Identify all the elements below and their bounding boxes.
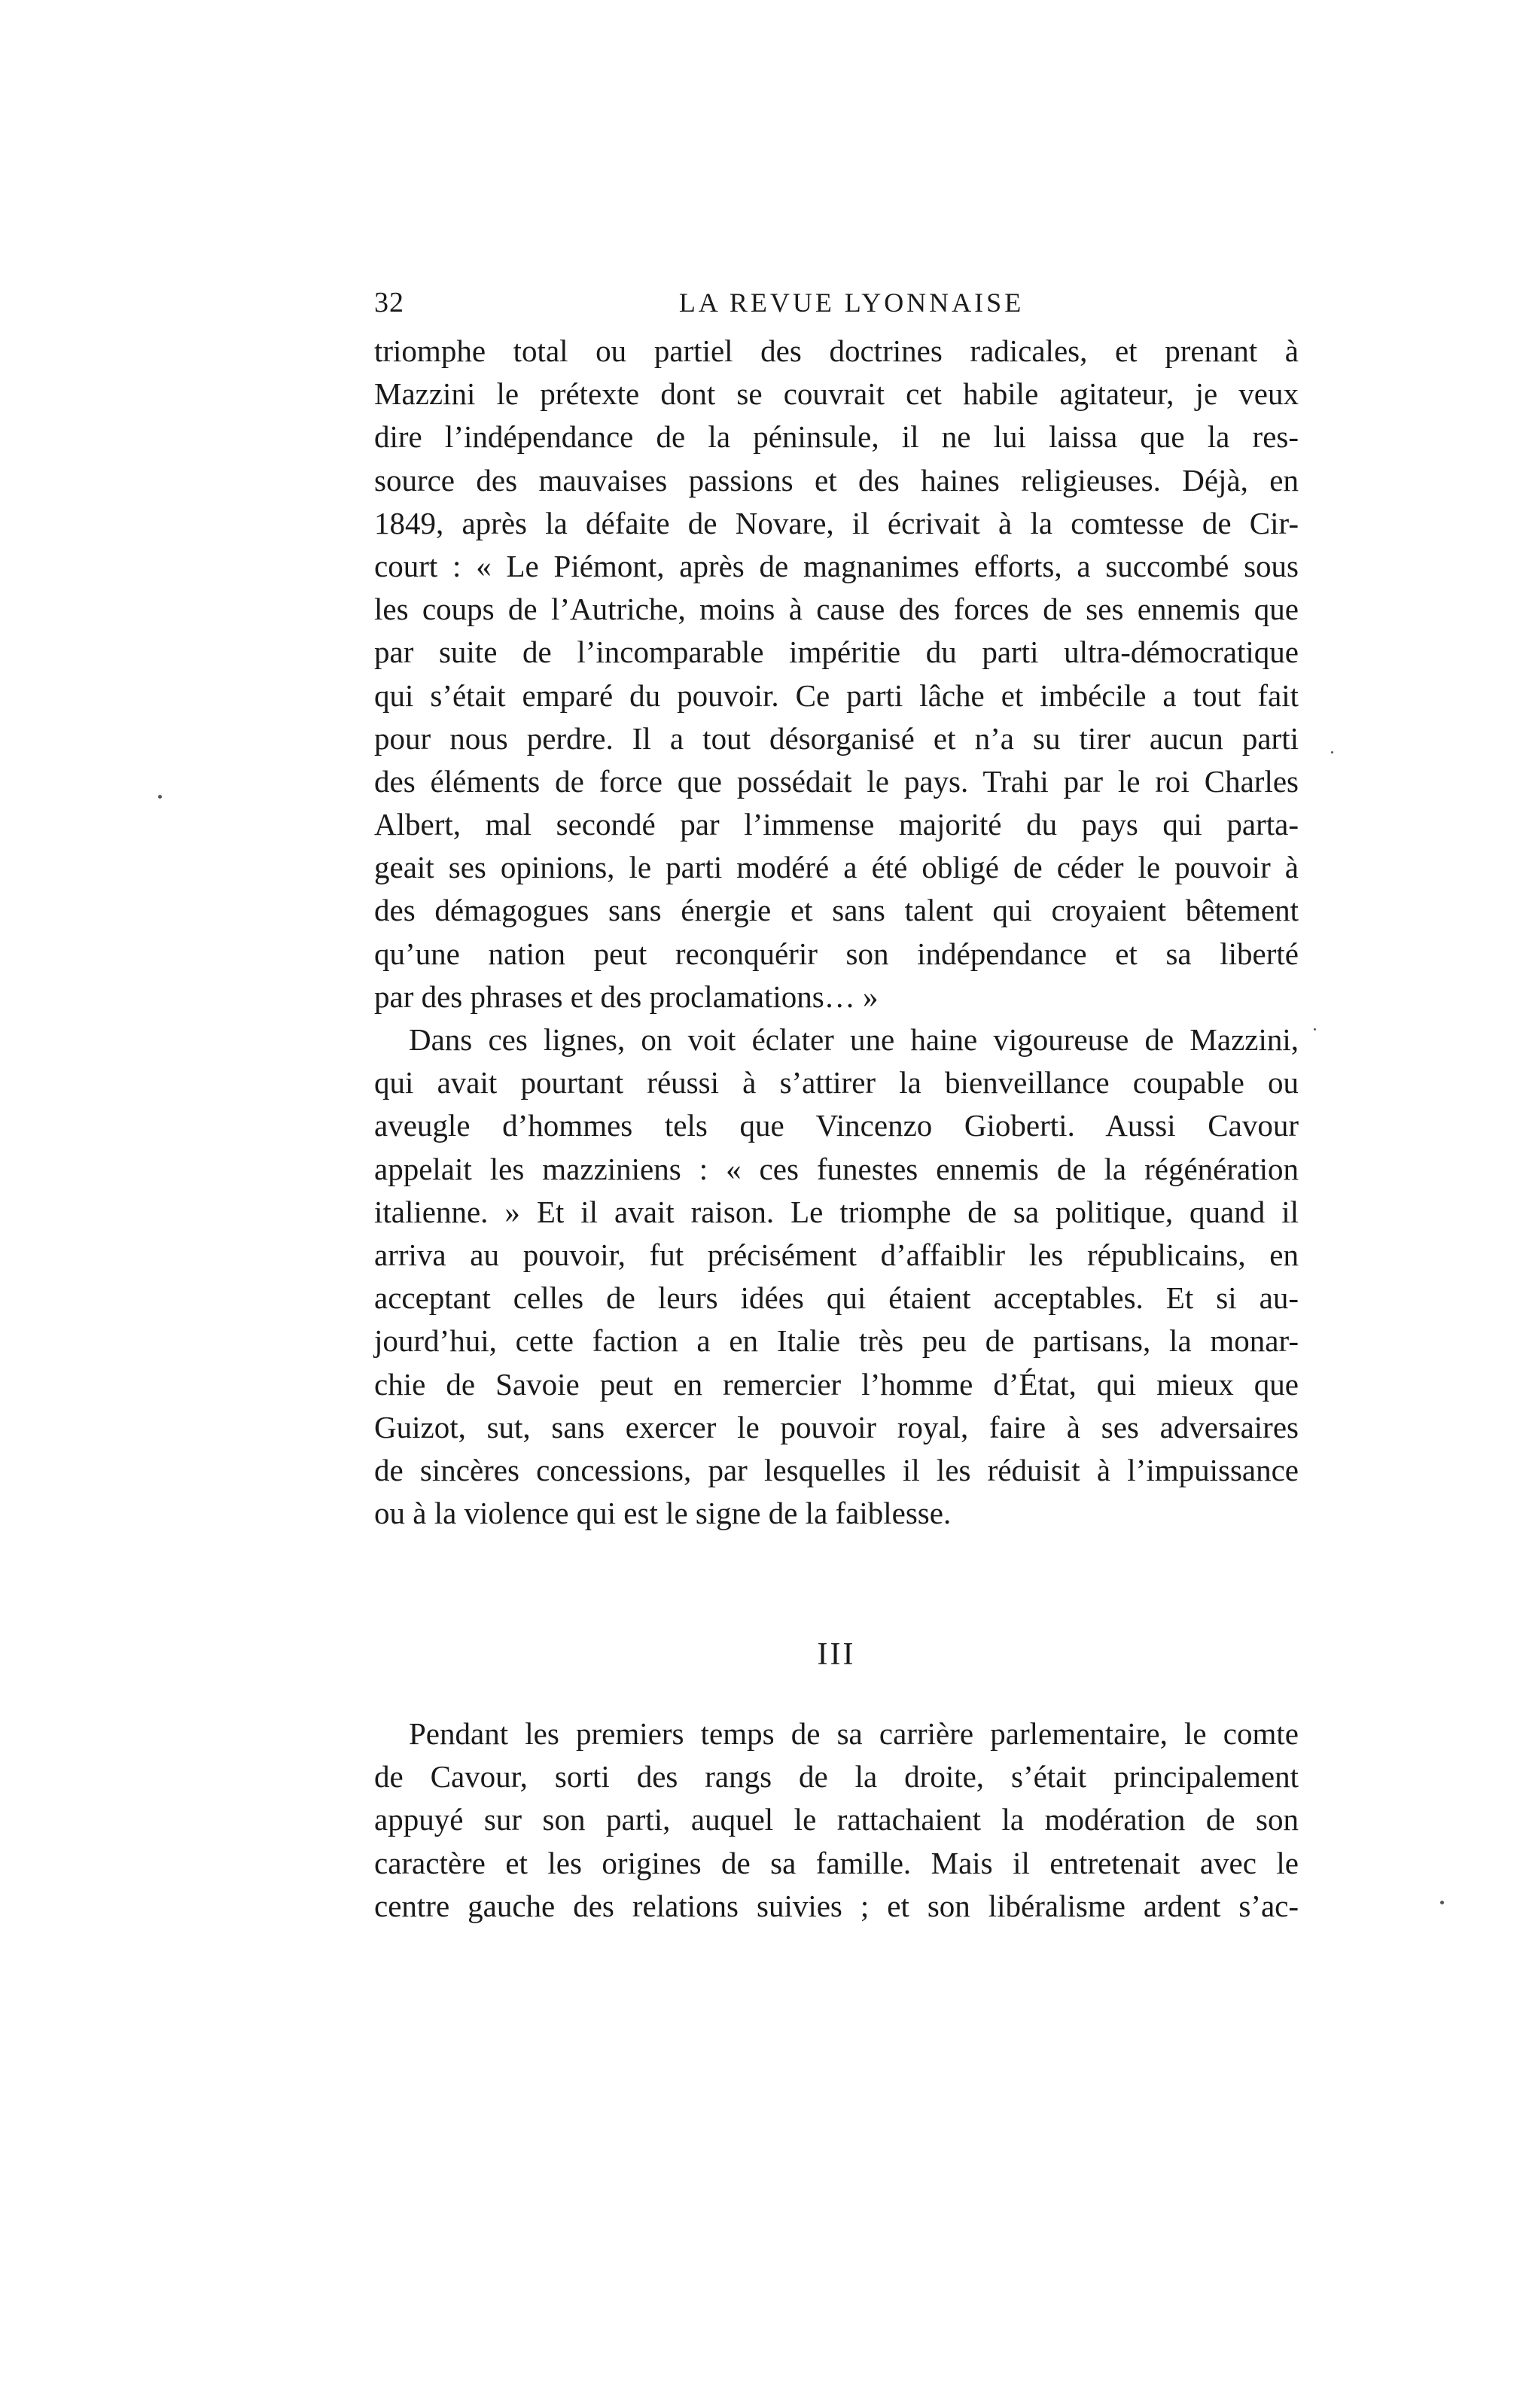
text-line: qui s’était emparé du pouvoir. Ce parti lâche et imbécile a tout fait (374, 677, 1299, 713)
text-line: par suite de l’incomparable impéritie du parti ultra-démocratique (374, 635, 1299, 670)
text-line: chie de Savoie peut en remercier l’homme d’État, qui mieux que (374, 1366, 1299, 1402)
text-line: arriva au pouvoir, fut précisément d’affaiblir les républicains, en (374, 1237, 1299, 1272)
text-line: ou à la violence qui est le signe de la faiblesse. (374, 1496, 952, 1531)
text-line: qu’une nation peut reconquérir son indépendance et sa liberté (374, 936, 1299, 971)
text-line: qui avait pourtant réussi à s’attirer la bienveillance coupable ou (374, 1065, 1299, 1100)
text-line: italienne. » Et il avait raison. Le triomphe de sa politique, quand il (374, 1194, 1299, 1229)
text-line: triomphe total ou partiel des doctrines radicales, et prenant à (374, 333, 1299, 368)
page-number: 32 (374, 287, 404, 318)
section-heading: III (817, 1637, 856, 1672)
text-line: Pendant les premiers temps de sa carrière parlementaire, le comte (409, 1716, 1299, 1751)
text-line: Guizot, sut, sans exercer le pouvoir royal, faire à ses adversaires (374, 1409, 1299, 1444)
text-line: pour nous perdre. Il a tout désorganisé et n’a su tirer aucun parti (374, 720, 1299, 756)
text-line: 1849, après la défaite de Novare, il écrivait à la comtesse de Cir- (374, 505, 1299, 540)
text-line: court : « Le Piémont, après de magnanimes efforts, a succombé sous (374, 548, 1299, 583)
text-line: centre gauche des relations suivies ; et son libéralisme ardent s’ac- (374, 1888, 1299, 1923)
paper-speck (1331, 751, 1333, 753)
page-header (374, 280, 1299, 325)
paragraph (374, 1712, 1299, 1928)
text-line: de Cavour, sorti des rangs de la droite, s’était principalement (374, 1759, 1299, 1795)
text-line: geait ses opinions, le parti modéré a été obligé de céder le pouvoir à (374, 850, 1299, 885)
text-line: des éléments de force que possédait le pays. Trahi par le roi Charles (374, 763, 1299, 799)
text-line: caractère et les origines de sa famille. Mais il entretenait avec le (374, 1845, 1299, 1880)
paragraph-continued (374, 330, 1299, 1018)
text-line: les coups de l’Autriche, moins à cause des forces de ses ennemis que (374, 592, 1299, 627)
text-line: Mazzini le prétexte dont se couvrait cet habile agitateur, je veux (374, 376, 1299, 412)
text-line: acceptant celles de leurs idées qui étaient acceptables. Et si au- (374, 1280, 1299, 1316)
running-title: LA REVUE LYONNAISE (678, 288, 1025, 318)
text-line: source des mauvaises passions et des haines religieuses. Déjà, en (374, 462, 1299, 498)
text-line: jourd’hui, cette faction a en Italie très peu de partisans, la monar- (374, 1323, 1299, 1359)
text-line: par des phrases et des proclamations… » (374, 979, 879, 1014)
text-line: aveugle d’hommes tels que Vincenzo Gioberti. Aussi Cavour (374, 1108, 1299, 1143)
text-line: Albert, mal secondé par l’immense majorité du pays qui parta- (374, 807, 1299, 842)
text-line: Dans ces lignes, on voit éclater une haine vigoureuse de Mazzini, (409, 1022, 1299, 1057)
text-line: de sincères concessions, par lesquelles il les réduisit à l’impuissance (374, 1452, 1299, 1487)
text-line: appuyé sur son parti, auquel le rattachaient la modération de son (374, 1802, 1299, 1837)
paragraph (374, 1018, 1299, 1535)
text-line: appelait les mazziniens : « ces funestes ennemis de la régénération (374, 1151, 1299, 1186)
paper-speck (158, 795, 162, 799)
paper-speck (1440, 1901, 1444, 1904)
text-line: des démagogues sans énergie et sans talent qui croyaient bêtement (374, 893, 1299, 928)
text-line: dire l’indépendance de la péninsule, il ne lui laissa que la res- (374, 419, 1299, 455)
paper-speck (1314, 1028, 1316, 1030)
